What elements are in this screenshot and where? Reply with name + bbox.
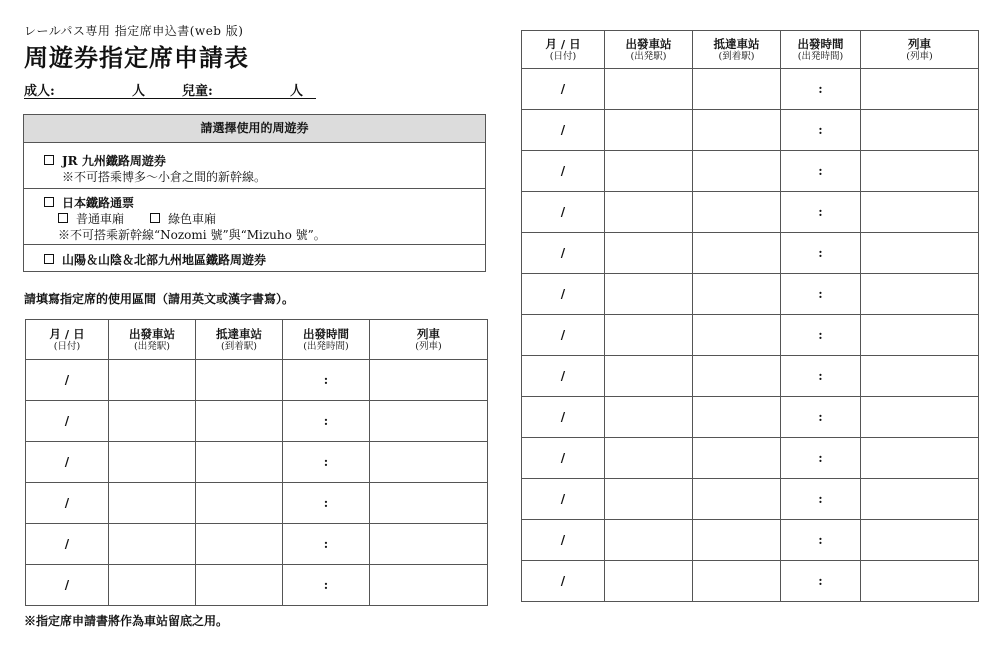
departure-cell[interactable] [109,401,196,442]
sub-option-label: 綠色車廂 [168,212,217,226]
train-cell[interactable] [370,483,488,524]
train-cell[interactable] [370,442,488,483]
col-header-main: 抵達車站 [216,326,262,341]
train-cell[interactable] [861,110,979,151]
date-cell[interactable]: / [522,233,605,274]
pass-selection-heading: 請選擇使用的周遊券 [24,115,485,143]
train-cell[interactable] [861,438,979,479]
pass-option-jr-kyushu[interactable] [24,143,485,189]
footnote: ※指定席申請書將作為車站留底之用。 [24,614,229,628]
arrival-cell[interactable] [693,151,781,192]
date-cell[interactable]: / [522,315,605,356]
date-cell[interactable]: / [26,565,109,606]
departure-cell[interactable] [605,438,693,479]
arrival-cell[interactable] [693,479,781,520]
form-title: 周遊券指定席申請表 [24,43,249,72]
pass-option-note: ※不可搭乘博多～小倉之間的新幹線。 [62,170,267,184]
date-cell[interactable]: / [522,356,605,397]
departure-cell[interactable] [605,274,693,315]
table-row [26,524,488,565]
col-header-sub: (列車) [906,50,933,62]
col-header-departure [605,31,693,69]
table-row [522,69,979,110]
table-row [26,442,488,483]
departure-cell[interactable] [605,233,693,274]
departure-cell[interactable] [605,479,693,520]
table-row [522,151,979,192]
table-row [522,192,979,233]
time-cell[interactable]: : [781,315,861,356]
pass-option-label: JR 九州鐵路周遊券 [62,154,166,168]
train-cell[interactable] [861,520,979,561]
date-cell[interactable]: / [522,69,605,110]
arrival-cell[interactable] [693,69,781,110]
pass-option-label: 山陽＆山陰＆北部九州地區鐵路周遊券 [62,253,267,267]
time-cell[interactable]: : [283,524,370,565]
table-row [26,401,488,442]
time-cell[interactable]: : [781,397,861,438]
col-header-main: 月 / 日 [49,326,85,341]
departure-cell[interactable] [109,442,196,483]
time-cell[interactable]: : [283,565,370,606]
arrival-cell[interactable] [196,442,283,483]
date-cell[interactable]: / [26,524,109,565]
table-row [522,274,979,315]
departure-cell[interactable] [605,315,693,356]
time-cell[interactable]: : [781,561,861,602]
arrival-cell[interactable] [693,192,781,233]
sanyo-checkbox[interactable] [44,254,54,264]
col-header-train [861,31,979,69]
train-cell[interactable] [861,192,979,233]
col-header-sub: (出発時間) [303,340,349,352]
time-cell[interactable]: : [781,192,861,233]
time-cell[interactable]: : [781,151,861,192]
date-cell[interactable]: / [26,483,109,524]
table-row [522,110,979,151]
form-subtitle: レールパス専用 指定席申込書(web 版) [24,24,244,38]
col-header-main: 出發車站 [129,326,175,341]
col-header-sub: (日付) [549,50,577,62]
arrival-cell[interactable] [196,483,283,524]
date-cell[interactable]: / [522,479,605,520]
date-cell[interactable]: / [26,401,109,442]
sub-option-label: 普通車廂 [76,212,125,226]
table-row [522,561,979,602]
date-cell[interactable]: / [522,561,605,602]
time-cell[interactable]: : [283,442,370,483]
time-cell[interactable]: : [283,360,370,401]
adult-unit: 人 [132,84,146,99]
green-car-checkbox[interactable] [150,213,160,223]
time-cell[interactable]: : [781,438,861,479]
arrival-cell[interactable] [693,233,781,274]
date-cell[interactable]: / [522,274,605,315]
col-header-sub: (列車) [415,340,442,352]
col-header-sub: (出発駅) [630,50,667,62]
time-cell[interactable]: : [283,401,370,442]
departure-cell[interactable] [605,110,693,151]
col-header-date [522,31,605,69]
train-cell[interactable] [861,151,979,192]
arrival-cell[interactable] [693,397,781,438]
arrival-cell[interactable] [196,401,283,442]
pass-option-note: ※不可搭乘新幹線“Nozomi 號”與“Mizuho 號”。 [58,228,326,242]
pass-option-japan-rail[interactable] [24,189,485,245]
col-header-main: 抵達車站 [713,36,760,51]
col-header-main: 出發時間 [797,36,844,51]
table-row [522,479,979,520]
col-header-sub: (日付) [53,340,81,352]
pass-option-label: 日本鐵路通票 [62,196,135,210]
departure-cell[interactable] [109,483,196,524]
date-cell[interactable]: / [522,192,605,233]
ordinary-car-checkbox[interactable] [58,213,68,223]
arrival-cell[interactable] [693,438,781,479]
col-header-sub: (到着駅) [221,340,257,352]
col-header-arrival [196,320,283,360]
arrival-cell[interactable] [196,360,283,401]
japan-rail-checkbox[interactable] [44,197,54,207]
train-cell[interactable] [861,69,979,110]
col-header-main: 列車 [417,326,440,341]
train-cell[interactable] [370,524,488,565]
departure-cell[interactable] [109,360,196,401]
col-header-main: 出發車站 [625,36,672,51]
arrival-cell[interactable] [196,565,283,606]
departure-cell[interactable] [109,565,196,606]
time-cell[interactable]: : [781,520,861,561]
date-cell[interactable]: / [26,442,109,483]
train-cell[interactable] [861,274,979,315]
time-cell[interactable]: : [781,274,861,315]
col-header-sub: (到着駅) [718,50,755,62]
train-cell[interactable] [370,401,488,442]
arrival-cell[interactable] [693,356,781,397]
date-cell[interactable]: / [522,438,605,479]
child-label: 兒童: [182,84,213,99]
table-row [26,565,488,606]
date-cell[interactable]: / [522,397,605,438]
arrival-cell[interactable] [693,274,781,315]
time-cell[interactable]: : [283,483,370,524]
arrival-cell[interactable] [693,520,781,561]
arrival-cell[interactable] [693,110,781,151]
time-cell[interactable]: : [781,233,861,274]
col-header-time [781,31,861,69]
table-row [26,360,488,401]
date-cell[interactable]: / [522,151,605,192]
time-cell[interactable]: : [781,356,861,397]
table-row [26,483,488,524]
col-header-main: 出發時間 [303,326,349,341]
col-header-date [26,320,109,360]
train-cell[interactable] [861,561,979,602]
date-cell[interactable]: / [522,520,605,561]
arrival-cell[interactable] [693,315,781,356]
pass-option-sanyo[interactable] [24,245,485,272]
col-header-main: 月 / 日 [545,36,581,51]
train-cell[interactable] [861,479,979,520]
instruction-text: 請填寫指定席的使用區間（請用英文或漢字書寫）。 [24,292,295,306]
train-cell[interactable] [861,397,979,438]
schedule-table-right [521,30,979,602]
departure-cell[interactable] [605,561,693,602]
table-row [522,315,979,356]
table-row [522,397,979,438]
date-cell[interactable]: / [26,360,109,401]
child-unit: 人 [290,84,304,99]
departure-cell[interactable] [605,192,693,233]
table-row [522,520,979,561]
arrival-cell[interactable] [196,524,283,565]
schedule-table-left [25,319,488,606]
departure-cell[interactable] [605,356,693,397]
col-header-departure [109,320,196,360]
departure-cell[interactable] [109,524,196,565]
table-row [522,438,979,479]
time-cell[interactable]: : [781,110,861,151]
time-cell[interactable]: : [781,69,861,110]
jr-kyushu-checkbox[interactable] [44,155,54,165]
arrival-cell[interactable] [693,561,781,602]
pass-selection-box [23,114,486,272]
train-cell[interactable] [861,233,979,274]
col-header-sub: (出発駅) [134,340,170,352]
date-cell[interactable]: / [522,110,605,151]
table-row [522,356,979,397]
departure-cell[interactable] [605,151,693,192]
departure-cell[interactable] [605,397,693,438]
train-cell[interactable] [370,360,488,401]
col-header-main: 列車 [908,36,931,51]
train-cell[interactable] [861,315,979,356]
col-header-arrival [693,31,781,69]
col-header-train [370,320,488,360]
departure-cell[interactable] [605,520,693,561]
adult-label: 成人: [24,84,55,99]
time-cell[interactable]: : [781,479,861,520]
train-cell[interactable] [370,565,488,606]
train-cell[interactable] [861,356,979,397]
col-header-sub: (出発時間) [797,50,844,62]
table-row [522,233,979,274]
passenger-count-line [24,80,316,99]
col-header-time [283,320,370,360]
departure-cell[interactable] [605,69,693,110]
